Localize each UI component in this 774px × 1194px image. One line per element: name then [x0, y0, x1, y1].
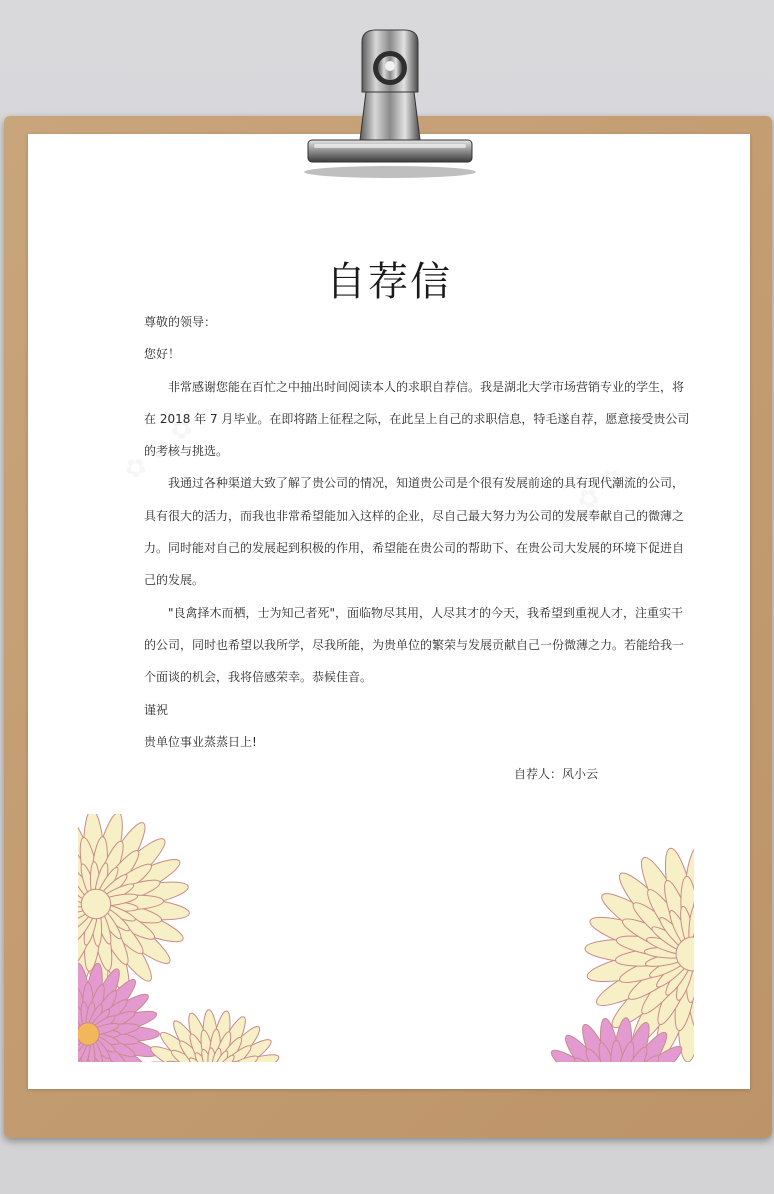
flower-decoration — [28, 134, 750, 1089]
paragraph-3-line: 个面谈的机会，我将倍感荣幸。恭候佳音。 — [144, 670, 373, 685]
paragraph-2-line: 具有很大的活力，而我也非常希望能加入这样的企业，尽自己最大努力为公司的发展奉献自己的微薄之 — [144, 508, 685, 523]
petal — [213, 1072, 283, 1089]
petal — [182, 1069, 214, 1083]
petal — [686, 948, 750, 1042]
petal — [182, 1075, 213, 1085]
petal — [211, 1076, 239, 1089]
petal — [210, 1076, 250, 1089]
flower-center — [605, 1086, 631, 1089]
petal — [143, 1072, 212, 1089]
paragraph-2-line: 我通过各种渠道大致了解了贵公司的情况，知道贵公司是个很有发展前途的具有现代潮流的公司， — [168, 476, 685, 491]
paragraph-1-line: 非常感谢您能在百忙之中抽出时间阅读本人的求职自荐信。我是湖北大学市场营销专业的学生，将 — [168, 379, 685, 394]
petal — [212, 1076, 243, 1089]
salutation: 尊敬的领导： — [144, 315, 217, 329]
petal — [175, 1077, 219, 1089]
petal — [687, 950, 744, 1022]
petal — [615, 1063, 635, 1089]
petal — [213, 1075, 245, 1089]
cream-flower-icon — [28, 810, 190, 998]
petal — [617, 1076, 676, 1089]
petal — [689, 949, 750, 1011]
petal — [208, 1079, 228, 1089]
petal — [192, 1078, 218, 1089]
paragraph-1-line: 在 2018 年 7 月毕业。在即将踏上征程之际，在此呈上自己的求职信息，特毛遂自荐，愿意接受贵公司 — [144, 411, 690, 426]
right-flower-cluster — [536, 845, 750, 1089]
petal — [690, 951, 730, 993]
petal — [181, 1077, 217, 1089]
petal — [161, 1075, 217, 1089]
petal — [586, 1074, 620, 1089]
petal — [692, 920, 750, 961]
wish: 贵单位事业蒸蒸日上! — [144, 734, 257, 749]
greeting: 您好！ — [144, 347, 181, 362]
petal — [163, 1074, 213, 1089]
petal — [608, 1062, 622, 1089]
petal — [211, 1073, 279, 1089]
petal — [196, 1078, 217, 1089]
binder-clip-icon — [300, 22, 480, 182]
petal — [616, 1063, 672, 1089]
petal — [182, 1075, 214, 1089]
petal — [694, 939, 750, 962]
petal — [183, 1062, 214, 1083]
petal — [144, 1058, 214, 1086]
petal — [209, 1074, 270, 1089]
petal — [614, 1062, 626, 1089]
petal — [539, 1062, 620, 1089]
petal — [213, 1064, 263, 1084]
petal — [615, 1067, 643, 1089]
petal — [189, 1077, 215, 1089]
petal — [214, 1074, 264, 1088]
petal — [536, 1082, 617, 1089]
petal — [617, 1080, 653, 1089]
petal — [563, 1066, 620, 1089]
petal — [151, 1074, 216, 1089]
petal — [204, 1080, 218, 1089]
petal — [203, 1079, 217, 1089]
paragraph-2-line: 己的发展。 — [144, 573, 205, 588]
petal — [693, 939, 742, 959]
petal — [690, 917, 732, 957]
petal — [616, 1073, 649, 1089]
left-flower-cluster — [28, 810, 283, 1089]
petal — [209, 1079, 219, 1089]
petal — [166, 1075, 215, 1089]
petal — [688, 889, 750, 958]
flower-center — [81, 889, 110, 918]
petal — [214, 1067, 283, 1086]
petal — [192, 1079, 220, 1089]
petal — [592, 1068, 621, 1089]
petal — [693, 920, 750, 965]
closing: 谨祝 — [144, 702, 169, 717]
petal — [212, 1074, 262, 1089]
petal — [691, 950, 737, 985]
petal — [559, 1079, 618, 1089]
petal — [163, 1070, 213, 1084]
petal — [695, 942, 750, 971]
petal — [185, 1076, 215, 1089]
petal — [687, 873, 750, 961]
petal — [210, 1077, 234, 1089]
petal — [691, 947, 750, 995]
petal — [618, 1077, 700, 1089]
petal — [208, 1076, 258, 1089]
petal — [693, 946, 750, 976]
pink-flower-icon — [28, 962, 159, 1089]
letter-paper — [28, 134, 750, 1089]
cream-flower-icon — [143, 1009, 282, 1089]
petal — [213, 1073, 244, 1083]
petal — [206, 1080, 225, 1089]
flower-center — [676, 937, 710, 971]
paragraph-3-line: 的公司，同时也希望以我所学，尽我所能，为贵单位的繁荣与发展贡献自己一份微薄之力。若能给我一 — [144, 637, 685, 652]
petal — [691, 927, 738, 958]
petal — [689, 903, 750, 960]
petal — [145, 1072, 214, 1089]
petal — [212, 1065, 244, 1082]
petal — [582, 1082, 619, 1089]
petal — [211, 1075, 258, 1089]
petal — [28, 1026, 87, 1041]
paragraph-1-line: 的考核与挑选。 — [144, 444, 229, 459]
petal — [694, 949, 742, 962]
signature: 自荐人：风小云 — [514, 767, 599, 781]
petal — [684, 857, 750, 959]
petal — [172, 1076, 216, 1089]
petal — [692, 949, 741, 974]
petal — [688, 945, 750, 1022]
letter-title: 自荐信 — [326, 259, 452, 305]
paragraph-2-line: 力。同时能对自己的发展起到积极的作用，希望能在贵公司的帮助下、在贵公司大发展的环境下促进自 — [144, 541, 685, 556]
petal — [691, 944, 750, 999]
paragraph-3-line: "良禽择木而栖，士为知己者死"，面临物尽其用，人尽其才的今天，我希望到重视人才，注重实干 — [168, 605, 684, 620]
petal — [690, 894, 750, 963]
flower-center — [77, 1023, 99, 1045]
petal — [616, 1057, 696, 1089]
flower-center — [202, 1068, 224, 1089]
petal — [599, 1064, 621, 1089]
petal — [689, 910, 724, 956]
petal — [206, 1078, 242, 1089]
petal — [209, 1078, 240, 1089]
petal — [209, 1078, 226, 1089]
